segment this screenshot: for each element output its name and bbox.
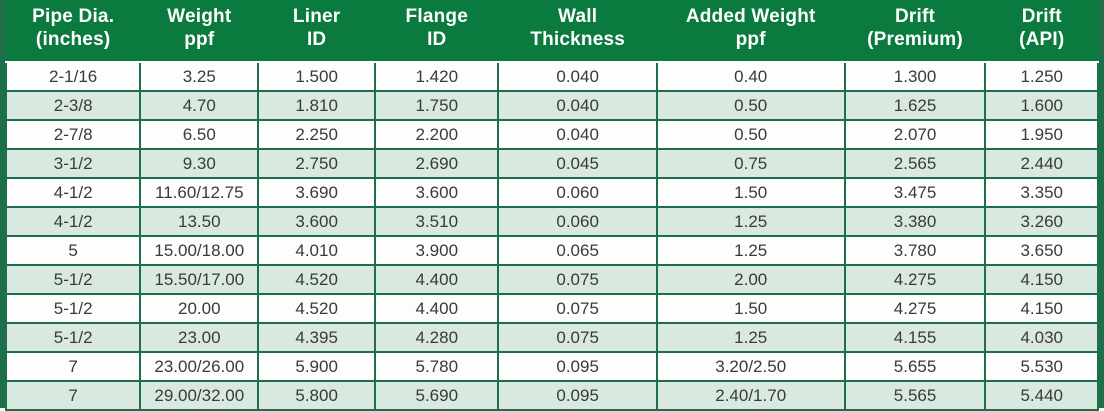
table-cell: 4.010 (258, 236, 375, 265)
table-cell: 1.625 (845, 91, 986, 120)
table-cell: 0.075 (498, 294, 656, 323)
header-line: ID (427, 29, 447, 50)
table-cell: 4.520 (258, 265, 375, 294)
header-line: Wall (558, 6, 598, 28)
table-cell: 1.750 (375, 91, 498, 120)
table-cell: 2-7/8 (6, 120, 140, 149)
table-cell: 15.00/18.00 (140, 236, 258, 265)
header-line: ppf (184, 29, 215, 50)
table-cell: 1.25 (657, 207, 845, 236)
header-line: (Premium) (867, 29, 963, 50)
table-cell: 1.50 (657, 294, 845, 323)
header-line: Flange (405, 6, 468, 28)
table-cell: 2.565 (845, 149, 986, 178)
table-cell: 2.200 (375, 120, 498, 149)
table-row (6, 91, 1098, 120)
table-cell: 0.040 (498, 91, 656, 120)
table-cell: 23.00 (140, 323, 258, 352)
table-cell: 9.30 (140, 149, 258, 178)
table-cell: 4.70 (140, 91, 258, 120)
table-cell: 0.075 (498, 323, 656, 352)
table-cell: 4.395 (258, 323, 375, 352)
table-cell: 4.400 (375, 265, 498, 294)
header-line: Drift (895, 6, 936, 28)
table-cell: 2.00 (657, 265, 845, 294)
table-cell: 3.350 (985, 178, 1098, 207)
table-cell: 1.25 (657, 323, 845, 352)
table-cell: 0.060 (498, 178, 656, 207)
header-line: Added Weight (685, 6, 816, 28)
column-header-flange-id (375, 0, 498, 62)
table-row (6, 236, 1098, 265)
table-cell: 0.060 (498, 207, 656, 236)
table-cell: 2.690 (375, 149, 498, 178)
column-header-pipe-dia (6, 0, 140, 62)
table-cell: 1.25 (657, 236, 845, 265)
table-cell: 5.690 (375, 381, 498, 410)
table-cell: 5.565 (845, 381, 986, 410)
table-cell: 2.250 (258, 120, 375, 149)
table-cell: 5-1/2 (6, 265, 140, 294)
header-line: ppf (735, 29, 766, 50)
header-line: Pipe Dia. (32, 6, 115, 28)
table-cell: 1.50 (657, 178, 845, 207)
table-cell: 5.800 (258, 381, 375, 410)
table-cell: 20.00 (140, 294, 258, 323)
table-cell: 7 (6, 381, 140, 410)
table-row (6, 294, 1098, 323)
table-row (6, 62, 1098, 91)
table-cell: 0.040 (498, 62, 656, 91)
table-cell: 3.25 (140, 62, 258, 91)
table-cell: 2.070 (845, 120, 986, 149)
table-cell: 1.250 (985, 62, 1098, 91)
table-cell: 0.095 (498, 352, 656, 381)
table-cell: 0.50 (657, 120, 845, 149)
table-cell: 4.280 (375, 323, 498, 352)
table-cell: 11.60/12.75 (140, 178, 258, 207)
column-header-drift-api (985, 0, 1098, 62)
table-header-row (6, 0, 1098, 62)
table-cell: 5 (6, 236, 140, 265)
table-cell: 5.530 (985, 352, 1098, 381)
table-row (6, 178, 1098, 207)
column-header-wall-thickness (498, 0, 656, 62)
table-cell: 0.065 (498, 236, 656, 265)
table-cell: 5-1/2 (6, 323, 140, 352)
table-cell: 1.300 (845, 62, 986, 91)
table-cell: 0.50 (657, 91, 845, 120)
table-cell: 1.810 (258, 91, 375, 120)
table-row (6, 323, 1098, 352)
column-header-added-weight (657, 0, 845, 62)
table-cell: 5.780 (375, 352, 498, 381)
table-cell: 4.275 (845, 265, 986, 294)
table-cell: 2.40/1.70 (657, 381, 845, 410)
table-cell: 4.150 (985, 265, 1098, 294)
table-cell: 4.030 (985, 323, 1098, 352)
pipe-spec-table (5, 0, 1099, 411)
table-cell: 0.040 (498, 120, 656, 149)
table-cell: 3.690 (258, 178, 375, 207)
table-cell: 4-1/2 (6, 207, 140, 236)
table-cell: 29.00/32.00 (140, 381, 258, 410)
table-cell: 1.600 (985, 91, 1098, 120)
table-cell: 3.600 (258, 207, 375, 236)
table-cell: 4.275 (845, 294, 986, 323)
header-line: ID (306, 29, 327, 50)
table-cell: 1.420 (375, 62, 498, 91)
table-cell: 3-1/2 (6, 149, 140, 178)
table-cell: 2-3/8 (6, 91, 140, 120)
table-cell: 1.500 (258, 62, 375, 91)
table-cell: 3.260 (985, 207, 1098, 236)
table-cell: 15.50/17.00 (140, 265, 258, 294)
table-cell: 4-1/2 (6, 178, 140, 207)
table-cell: 3.650 (985, 236, 1098, 265)
table-cell: 2.440 (985, 149, 1098, 178)
table-cell: 2-1/16 (6, 62, 140, 91)
header-line: Weight (167, 6, 232, 28)
header-line: (inches) (35, 29, 111, 50)
table-cell: 3.380 (845, 207, 986, 236)
table-row (6, 207, 1098, 236)
table-row (6, 352, 1098, 381)
table-cell: 1.950 (985, 120, 1098, 149)
table-cell: 0.40 (657, 62, 845, 91)
table-cell: 6.50 (140, 120, 258, 149)
table-cell: 2.750 (258, 149, 375, 178)
table-cell: 3.510 (375, 207, 498, 236)
table-cell: 7 (6, 352, 140, 381)
table-cell: 4.150 (985, 294, 1098, 323)
table-cell: 3.600 (375, 178, 498, 207)
table-cell: 4.520 (258, 294, 375, 323)
column-header-weight (140, 0, 258, 62)
column-header-drift-premium (845, 0, 986, 62)
table-cell: 4.155 (845, 323, 986, 352)
table-cell: 0.075 (498, 265, 656, 294)
table-cell: 5.655 (845, 352, 986, 381)
header-line: Thickness (530, 29, 625, 50)
table-cell: 3.780 (845, 236, 986, 265)
table-row (6, 381, 1098, 410)
table-row (6, 120, 1098, 149)
table-cell: 0.75 (657, 149, 845, 178)
table-cell: 0.095 (498, 381, 656, 410)
table-row (6, 149, 1098, 178)
table-cell: 5-1/2 (6, 294, 140, 323)
table-cell: 5.440 (985, 381, 1098, 410)
table-row (6, 265, 1098, 294)
table-cell: 4.400 (375, 294, 498, 323)
header-line: Drift (1021, 6, 1062, 28)
table-cell: 5.900 (258, 352, 375, 381)
table-cell: 3.20/2.50 (657, 352, 845, 381)
table-cell: 3.475 (845, 178, 986, 207)
header-line: (API) (1019, 29, 1065, 50)
table-cell: 0.045 (498, 149, 656, 178)
table-cell: 3.900 (375, 236, 498, 265)
table-cell: 13.50 (140, 207, 258, 236)
column-header-liner-id (258, 0, 375, 62)
header-line: Liner (292, 6, 341, 28)
table-cell: 23.00/26.00 (140, 352, 258, 381)
